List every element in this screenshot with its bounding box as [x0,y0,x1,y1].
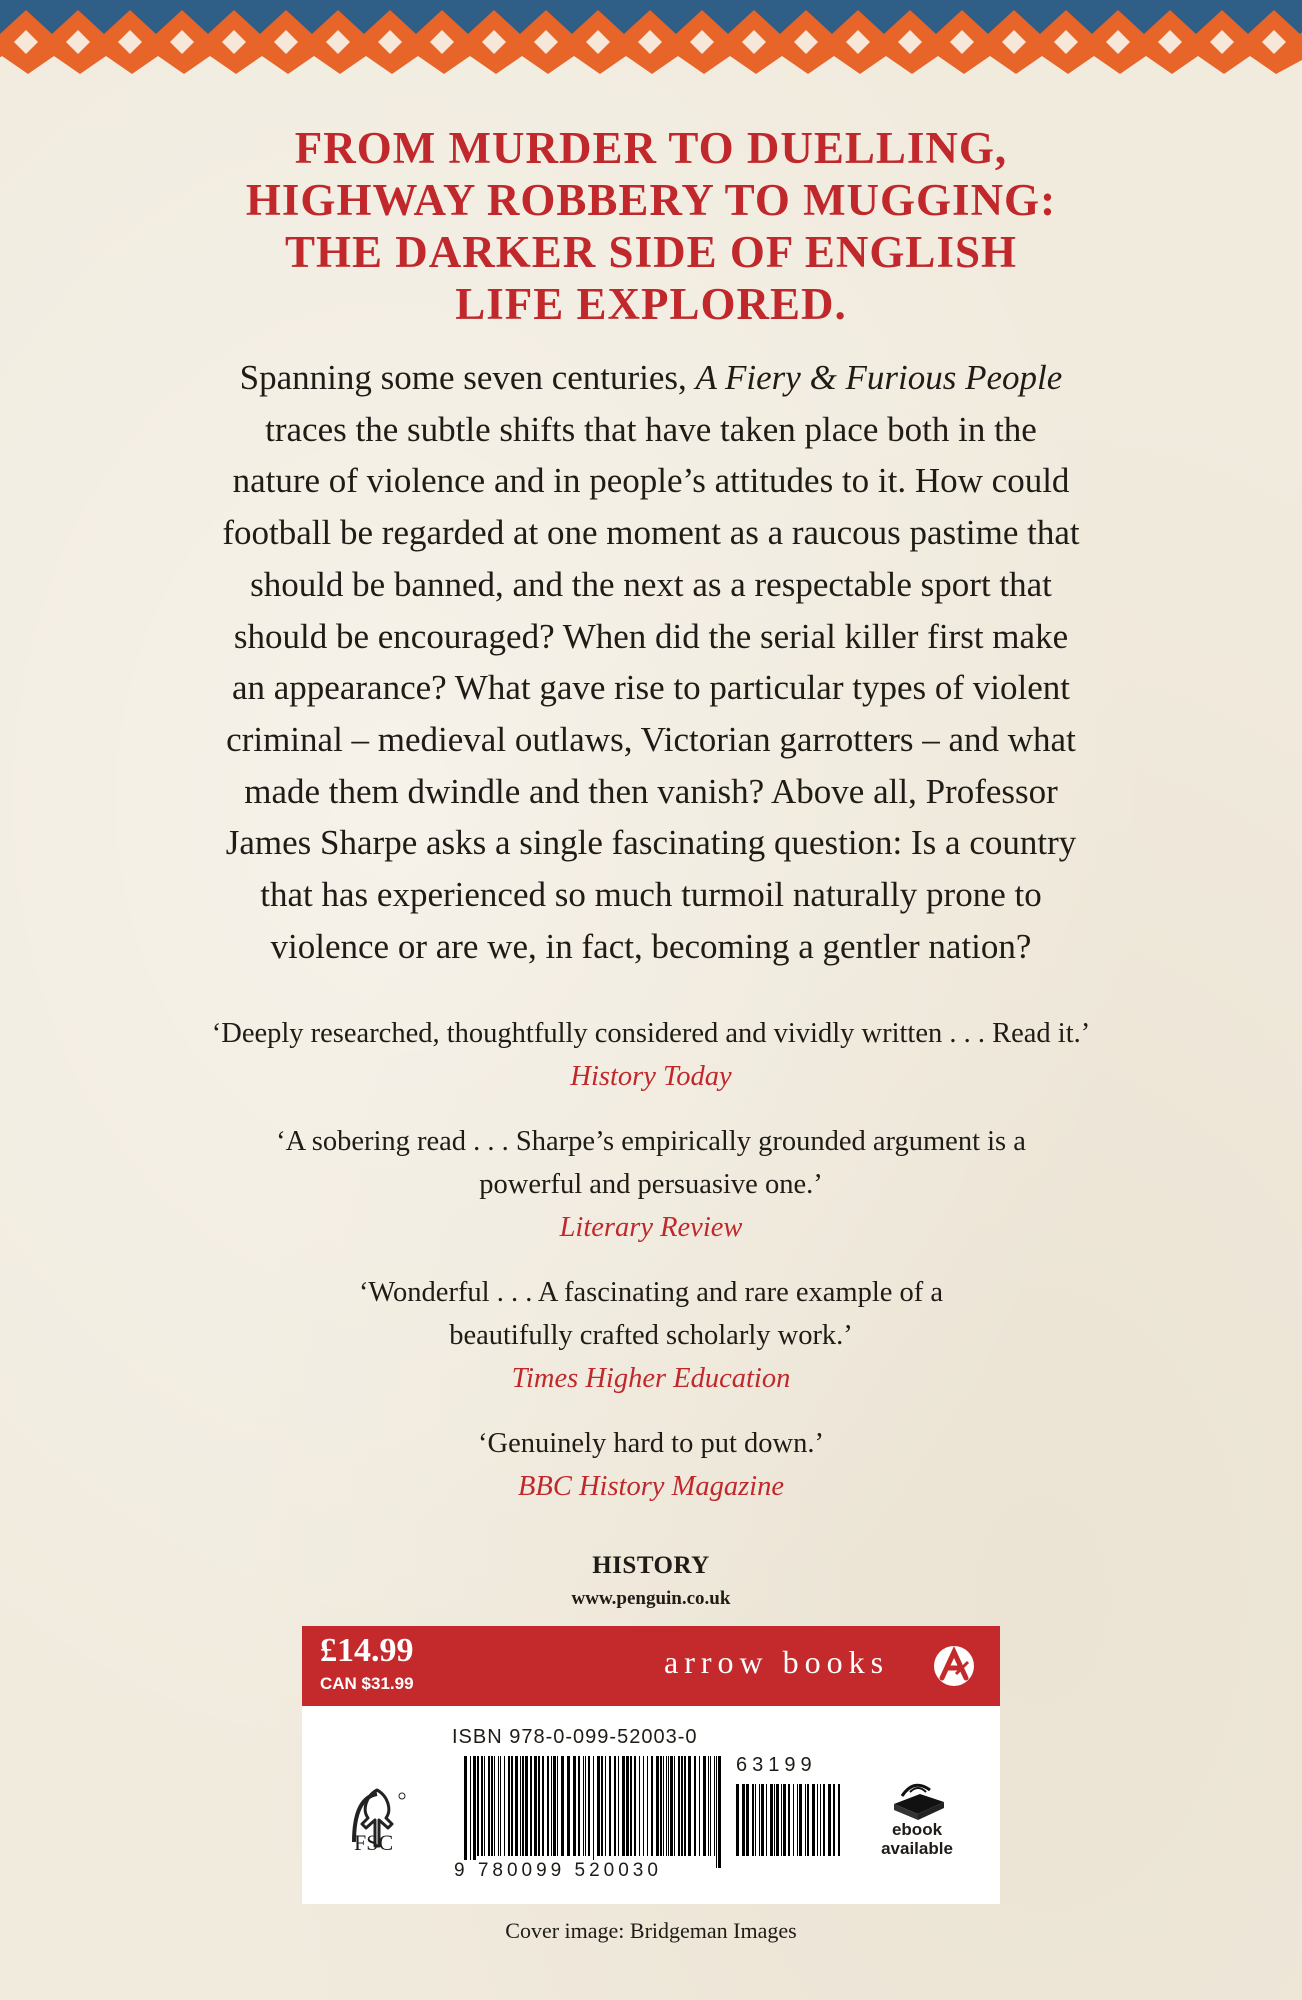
blurb-line: nature of violence and in people’s attitudes to it. How could [232,461,1070,501]
barcode-addon [734,1784,842,1868]
blurb-line: made them dwindle and then vanish? Above all, Professor [244,771,1058,811]
blurb-line: an appearance? What gave rise to particular types of violent [231,668,1070,708]
quote-text: ‘Wonderful . . . A fascinating and rare example of a [358,1277,944,1308]
quote-source: Times Higher Education [511,1363,791,1394]
blurb-line: that has experienced so much turmoil naturally prone to [260,875,1042,915]
review-quote [0,1271,1302,1400]
review-quote [0,1422,1302,1508]
review-quotes [0,1012,1302,1530]
publisher-name: arrow books [664,1644,890,1680]
headline [0,122,1302,330]
headline-line: LIFE EXPLORED. [455,279,847,329]
quote-text: powerful and persuasive one.’ [479,1169,823,1200]
review-quote [0,1012,1302,1098]
quote-source: History Today [570,1061,732,1092]
quote-source: Literary Review [559,1212,743,1243]
ebook-text-line: available [881,1839,953,1858]
cover-credit: Cover image: Bridgeman Images [505,1918,797,1943]
blurb-line: football be regarded at one moment as a raucous pastime that [222,513,1080,553]
headline-line: THE DARKER SIDE OF ENGLISH [285,227,1017,277]
blurb-line: should be encouraged? When did the serial killer first make [233,616,1069,656]
arrow-books-logo-icon [932,1644,976,1688]
price-bar [302,1626,1000,1706]
barcode [462,1756,724,1868]
review-quote [0,1120,1302,1249]
price-gbp: £14.99 [320,1632,414,1669]
isbn-label: ISBN 978-0-099-52003-0 [452,1726,698,1748]
price-can: CAN $31.99 [320,1674,414,1693]
ebook-available-label [862,1820,972,1858]
blurb-line [0,352,1302,404]
genre-label: HISTORY [592,1552,710,1579]
book-title: A Fiery & Furious People [695,358,1063,397]
blurb-line: criminal – medieval outlaws, Victorian garrotters – and what [226,719,1076,759]
headline-line: HIGHWAY ROBBERY TO MUGGING: [245,175,1057,225]
ebook-text-line: ebook [891,1820,943,1839]
barcode-panel [302,1706,1000,1904]
quote-text: ‘Genuinely hard to put down.’ [478,1428,824,1459]
decorative-banner [0,0,1302,82]
quote-source: BBC History Magazine [518,1471,784,1502]
fsc-label: FSC [354,1830,394,1855]
ebook-stack-icon [886,1774,948,1822]
blurb-line: violence or are we, in fact, becoming a gentler nation? [270,926,1032,966]
blurb-line-start: Spanning some seven centuries, [239,358,696,397]
book-blurb [0,352,1302,972]
blurb-line: traces the subtle shifts that have taken place both in the [265,409,1037,449]
quote-text: ‘Deeply researched, thoughtfully considered and vividly written . . . Read it.’ [211,1018,1091,1049]
barcode-number: 9 780099 520030 [454,1860,662,1881]
barcode-addon-number: 63199 [736,1754,817,1776]
blurb-line: should be banned, and the next as a respectable sport that [250,564,1052,604]
quote-text: beautifully crafted scholarly work.’ [449,1320,853,1351]
blurb-line: James Sharpe asks a single fascinating question: Is a country [225,823,1077,863]
fsc-tree-icon [342,1764,412,1874]
quote-text: ‘A sobering read . . . Sharpe’s empirically grounded argument is a [276,1126,1026,1157]
publisher-website: www.penguin.co.uk [571,1588,731,1609]
headline-line: FROM MURDER TO DUELLING, [294,123,1008,173]
